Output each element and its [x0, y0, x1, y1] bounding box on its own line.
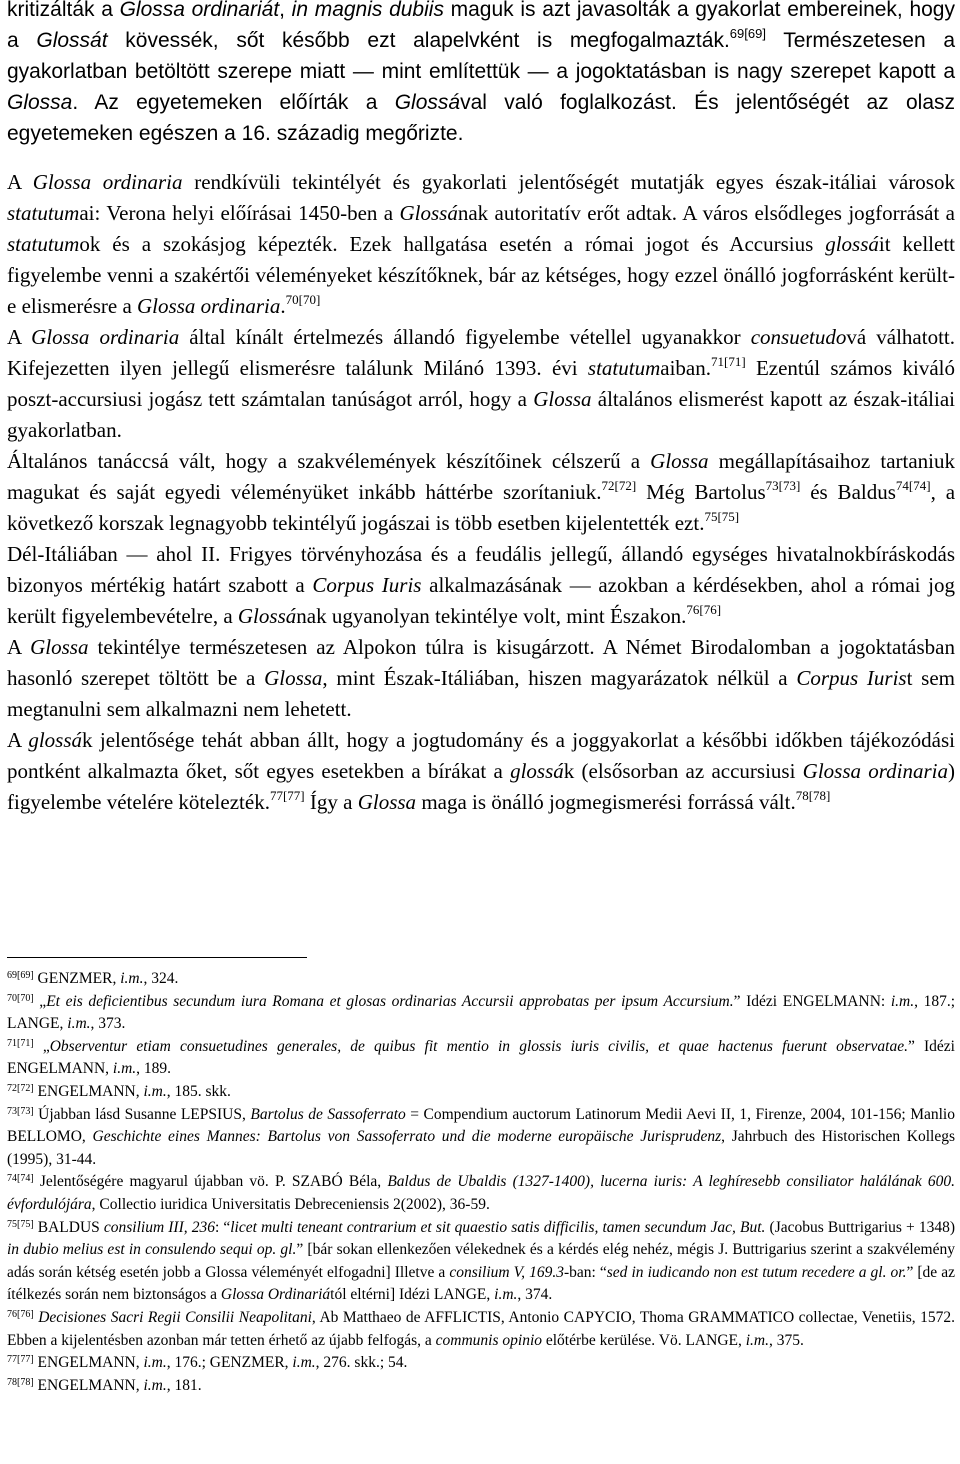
paragraph: A Glossa tekintélye természetesen az Alpokon túlra is kisugárzott. A Német Birodalomban a jogoktatásban hasonló szerepet töltött be a Glossa, mint Észak-Itáliában, hiszen magyarázatok nélkül a Corpus Iurist sem megtanulni sem alkalmazni nem lehetett.: [7, 635, 955, 721]
footnote: $^{72[72]}$ ENGELMANN, i.m., 185. skk.: [7, 1082, 231, 1100]
paragraph: A Glossa ordinaria által kínált értelmezés állandó figyelembe vétellel ugyanakkor consuetudová válhatott. Kifejezetten ilyen jellegű elismerésre találunk Milánó 1393. évi statutumaiban.$^{71[71]}$ Ezentúl számos kiváló poszt-accursiusi jogász tett számtalan tanúságot arról, hogy a Glossa általános elismerést kapott az észak-itáliai gyakorlatban.: [7, 325, 955, 442]
paragraph: Általános tanáccsá vált, hogy a szakvélemények készítőinek célszerű a Glossa megállapításaihoz tartaniuk magukat és saját egyedi véleményüket inkább háttérbe szorítaniuk.$^{72[72]}$ Még Bartolus$^{73[73]}$ és Baldus$^{74[74]}$, a következő korszak legnagyobb tekintélyű jogászai is több esetben kijelentették ezt.$^{75[75]}$: [7, 449, 956, 535]
footnote: $^{78[78]}$ ENGELMANN, i.m., 181.: [7, 1376, 202, 1394]
paragraph: A Glossa ordinaria rendkívüli tekintélyét és gyakorlati jelentőségét mutatják egyes észak-itáliai városok statutumai: Verona helyi előírásai 1450-ben a Glossának autoritatív erőt adtak. A város elsődleges jogforrását a statutumok és a szokásjog képezték. Ezek hallgatása esetén a római jogot és Accursius glossáit kellett figyelembe venni a szakértői véleményeket készítőknek, bár az kétséges, hogy ezzel önálló jogforrásként került-e elismerésre a Glossa ordinaria.$^{70[70]}$: [7, 170, 955, 318]
paragraph: A glossák jelentősége tehát abban állt, hogy a jogtudomány és a joggyakorlat a későbbi időkben tájékozódási pontként alkalmazta őket, sőt egyes esetekben a bírákat a glossák (elsősorban az accursiusi Glossa ordinaria) figyelembe vételére kötelezték.$^{77[77]}$ Így a Glossa maga is önálló jogmegismerési forrássá vált.$^{78[78]}$: [7, 728, 955, 814]
footnote: $^{75[75]}$ BALDUS consilium III, 236: “licet multi teneant contrarium et sit quaestio satis difficilis, tamen secundum Jac, But. (Jacobus Buttrigarius + 1348) in dubio melius est in consulendo sequi op. gl.” [bár sokan ellenkezően vélekednek és a kérdés elég nehéz, mégis J. Buttrigarius szerint a szakvélemény adás során kétség esetén jobb a Glossa véleményét elfogadni] Illetve a consilium V, 169.3-ban: “sed in iudicando non est tutum recedere a gl. or.” [de az ítélkezés során nem biztonságos a Glossa Ordinariától eltérni] Idézi LANGE, i.m., 374.: [7, 1218, 956, 1304]
page-body: [7, 0, 955, 818]
footnote: $^{71[71]}$ „Observentur etiam consuetudines generales, de quibus fit mentio in glossis iuris civilis, et quae hactenus fuerunt observatae.” Idézi ENGELMANN, i.m., 189.: [7, 1037, 955, 1078]
paragraph: Dél-Itáliában — ahol II. Frigyes törvényhozása és a feudális jellegű, állandó egységes hivatalnokbíráskodás bizonyos mértékig határt szabott a Corpus Iuris alkalmazásának — azokban a kérdésekben, ahol a római jog került figyelembevételre, a Glossának ugyanolyan tekintélye volt, mint Északon.$^{76[76]}$: [7, 542, 955, 628]
footnote: $^{77[77]}$ ENGELMANN, i.m., 176.; GENZMER, i.m., 276. skk.; 54.: [7, 1354, 408, 1372]
footnote: $^{74[74]}$ Jelentőségére magyarul újabban vö. P. SZABÓ Béla, Baldus de Ubaldis (1327-1400), lucerna iuris: A leghíresebb consiliator halálának 600. évfordulójára, Collectio iuridica Universitatis Debreceniensis 2(2002), 36-59.: [7, 1173, 955, 1213]
footnote: $^{69[69]}$ GENZMER, i.m., 324.: [7, 970, 179, 987]
paragraph: kritizálták a Glossa ordinariát, in magnis dubiis maguk is azt javasolták a gyakorlat embereinek, hogy a Glossát kövessék, sőt később ezt alapelvként is megfogalmazták.$^{69[69]}$ Természetesen a gyakorlatban betöltött szerepe miatt — mint említettük — a jogoktatásban is nagy szerepet kapott a Glossa. Az egyetemeken előírták a Glossával való foglalkozást. És jelentőségét az olasz egyetemeken egészen a 16. századig megőrizte.: [7, 0, 955, 145]
footnote: $^{73[73]}$ Újabban lásd Susanne LEPSIUS, Bartolus de Sassoferrato = Compendium auctorum Latinorum Medii Aevi II, 1, Firenze, 2004, 101-156; Manlio BELLOMO, Geschichte eines Mannes: Bartolus von Sassoferrato und die moderne europäische Jurisprudenz, Jahrbuch des Historischen Kollegs (1995), 31-44.: [7, 1105, 955, 1168]
paragraph-gap: [7, 149, 955, 167]
footnotes: [7, 968, 955, 1397]
main-text: [7, 0, 955, 818]
footnote: $^{70[70]}$ „Et eis deficientibus secundum iura Romana et glosas ordinarias Accursii approbatas per ipsum Accursium.” Idézi ENGELMANN: i.m., 187.; LANGE, i.m., 373.: [7, 992, 956, 1033]
footnote: $^{76[76]}$ Decisiones Sacri Regii Consilii Neapolitani, Ab Matthaeo de AFFLICTIS, Antonio CAPYCIO, Thoma GRAMMATICO collectae, Venetiis, 1572. Ebben a kijelentésben azonban már tetten érhető az újabb felfogás, a communis opinio előtérbe kerülése. Vö. LANGE, i.m., 375.: [7, 1308, 955, 1349]
footnote-separator: [7, 957, 307, 958]
